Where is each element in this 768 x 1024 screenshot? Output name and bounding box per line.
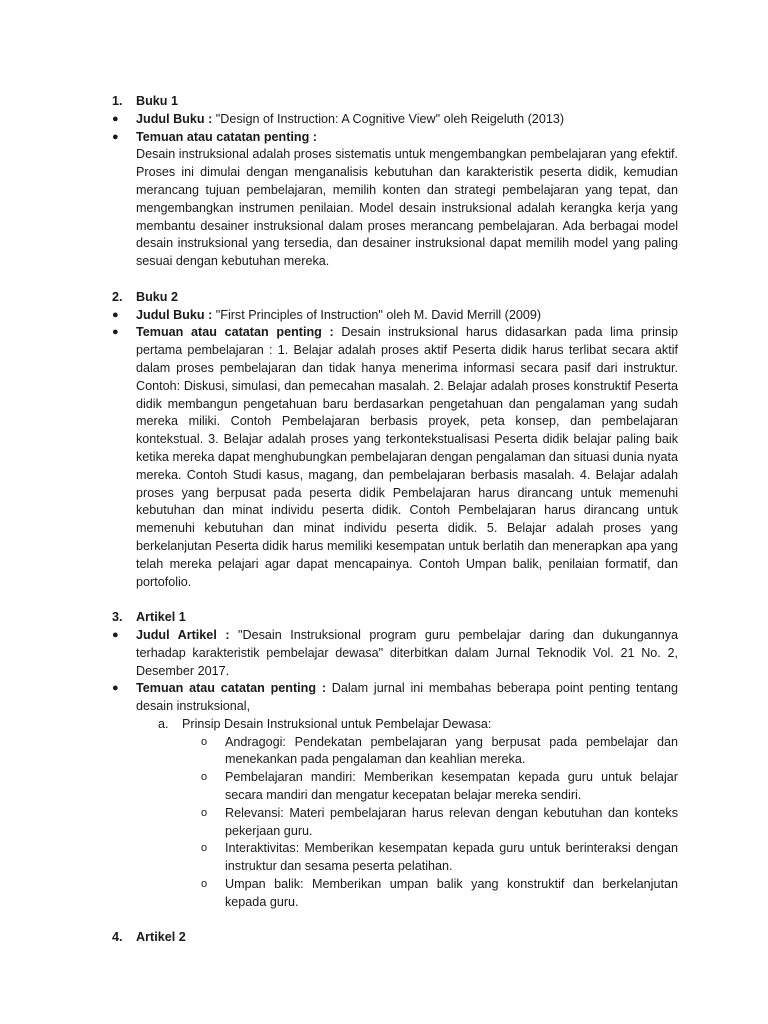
findings-label: Temuan atau catatan penting : (136, 681, 327, 696)
point-text: Interaktivitas: Memberikan kesempatan kepada guru untuk berinteraksi dengan instruktur dan sesama peserta pelatihan. (225, 841, 678, 874)
point-item (201, 840, 678, 876)
circle-bullet-icon: o (201, 878, 208, 891)
circle-bullet-icon: o (201, 806, 208, 819)
title-text: "Desain Instruksional program guru pembelajar daring dan dukungannya terhadap karakteristik pembelajar dewasa" diterbitkan dalam Jurnal Teknodik Vol. 21 No. 2, Desember 2017. (136, 627, 679, 678)
point-text: Umpan balik: Memberikan umpan balik yang konstruktif dan berkelanjutan kepada guru. (225, 877, 678, 909)
findings-text: Dalam jurnal ini membahas beberapa point penting tentang desain instruksional, (136, 681, 678, 714)
section-heading (112, 929, 678, 947)
point-text: Relevansi: Materi pembelajaran harus relevan dengan kebutuhan dan konteks pekerjaan guru. (225, 805, 678, 838)
point-item (201, 734, 678, 770)
section-heading (112, 93, 678, 111)
point-item (201, 805, 678, 841)
heading-text: Buku 1 (136, 94, 178, 108)
point-item (201, 876, 678, 912)
list-number: 3. (112, 610, 123, 625)
findings-label: Temuan atau catatan penting : (136, 129, 317, 144)
findings-item (112, 129, 678, 271)
point-text: Andragogi: Pendekatan pembelajaran yang berpusat pada pembelajar dan menekankan pada pengalaman dan keahlian mereka. (225, 734, 678, 767)
sub-marker: a. (158, 716, 169, 731)
point-text: Pembelajaran mandiri: Memberikan kesempatan kepada guru untuk belajar secara mandiri dan mengatur kecepatan belajar mereka sendiri. (225, 770, 678, 803)
findings-text: Desain instruksional adalah proses sistematis untuk mengembangkan pembelajaran yang efektif. Proses ini dimulai dengan menganalisis kebutuhan dan karakteristik peserta didik, kemudian merancang tujuan pembelajaran, memilih konten dan strategi pembelajaran yang tepat, dan mengembangkan instrumen penilaian. Model desain instruksional adalah kerangka kerja yang membantu desainer instruksional dalam proses merancang pembelajaran. Ada berbagai model desain instruksional yang tersedia, dan desainer instruksional dapat memilih model yang paling sesuai dengan kebutuhan mereka. (136, 147, 678, 269)
findings-item (112, 324, 678, 591)
title-item: ● Judul Artikel : "Desain Instruksional program guru pembelajar daring dan dukungannya terhadap karakteristik pembelajar dewasa" diterbitkan dalam Jurnal Teknodik Vol. 21 No. 2, Desember 2017. (112, 627, 679, 678)
findings-item (112, 680, 678, 716)
point-item (201, 769, 678, 805)
heading-text: Artikel 2 (136, 930, 186, 945)
section-heading (112, 609, 678, 627)
title-text: "Design of Instruction: A Cognitive View" oleh Reigeluth (2013) (215, 111, 565, 126)
title-label: Judul Buku (136, 307, 205, 322)
bullet-icon: ● (112, 628, 119, 641)
heading-text: Buku 2 (136, 289, 178, 304)
list-number: 1. (112, 94, 123, 108)
bullet-icon: ● (112, 130, 119, 143)
title-item: ● Judul Buku : "Design of Instruction: A Cognitive View" oleh Reigeluth (2013) (112, 111, 678, 129)
list-number: 2. (112, 289, 123, 304)
title-label: Judul Buku (136, 111, 205, 126)
bullet-icon: ● (112, 326, 119, 339)
circle-bullet-icon: o (201, 771, 208, 784)
title-text: "First Principles of Instruction" oleh M. David Merrill (2009) (215, 307, 542, 322)
circle-bullet-icon: o (201, 735, 208, 748)
bullet-icon: ● (112, 112, 119, 125)
bullet-icon: ● (112, 308, 119, 321)
circle-bullet-icon: o (201, 842, 208, 855)
sub-list-item (158, 716, 678, 734)
document-page (112, 93, 678, 947)
heading-text: Artikel 1 (136, 610, 186, 625)
title-label: Judul Artikel (136, 627, 217, 642)
section-heading (112, 289, 678, 307)
bullet-icon: ● (112, 682, 119, 695)
findings-label: Temuan atau catatan penting : (136, 325, 334, 340)
title-item: ● Judul Buku : "First Principles of Instruction" oleh M. David Merrill (2009) (112, 307, 678, 325)
sub-heading: Prinsip Desain Instruksional untuk Pembelajar Dewasa: (182, 716, 492, 731)
list-number: 4. (112, 930, 123, 945)
findings-text: Desain instruksional harus didasarkan pada lima prinsip pertama pembelajaran : 1. Belajar adalah proses aktif Peserta didik harus terlibat secara aktif dalam proses pembelajaran dan tidak hanya menerima informasi secara pasif dari instruktur. Contoh: Diskusi, simulasi, dan pemecahan masalah. 2. Belajar adalah proses konstruktif Peserta didik membangun pengetahuan baru berdasarkan pengetahuan dan pengalaman yang sudah mereka miliki. Contoh Pembelajaran berbasis proyek, peta konsep, dan pembelajaran kontekstual. 3. Belajar adalah proses yang terkontekstualisasi Peserta didik belajar paling baik ketika mereka dapat menghubungkan pembelajaran dengan pengalaman dan situasi dunia nyata mereka. Contoh Studi kasus, magang, dan pembelajaran berbasis masalah. 4. Belajar adalah proses yang berpusat pada peserta didik Pembelajaran harus dirancang untuk memenuhi kebutuhan dan minat individu peserta didik. Contoh Pembelajaran harus dirancang untuk memenuhi kebutuhan dan minat individu peserta didik. 5. Belajar adalah proses yang berkelanjutan Peserta didik harus memiliki kesempatan untuk berlatih dan menerapkan apa yang telah mereka pelajari agar dapat mencapainya. Contoh Umpan balik, penilaian formatif, dan portofolio. (136, 325, 679, 589)
